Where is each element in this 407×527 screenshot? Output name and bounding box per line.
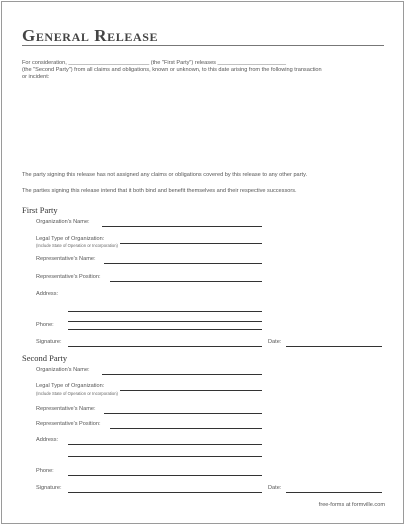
first-party-rep-title-field[interactable] — [110, 281, 262, 282]
second-party-rep-title-label: Representative's Position: — [36, 421, 101, 427]
second-party-address-line-1[interactable] — [68, 444, 262, 445]
footer-credit: free-forms at formville.com — [318, 502, 385, 508]
paragraph-no-assignment: The party signing this release has not assigned any claims or obligations covered by this release to any other party. — [22, 172, 308, 178]
first-party-signature-field[interactable] — [68, 346, 262, 347]
second-party-org-name-field[interactable] — [102, 374, 262, 375]
second-party-heading: Second Party — [22, 353, 68, 363]
second-party-rep-title-field[interactable] — [110, 428, 262, 429]
first-party-date-field[interactable] — [286, 346, 382, 347]
intro-line-2: (the "Second Party") from all claims and obligations, known or unknown, to this date arising from the following transaction — [22, 67, 322, 73]
first-party-legal-type-field[interactable] — [120, 243, 262, 244]
first-party-phone-field[interactable] — [68, 329, 262, 330]
second-party-rep-name-field[interactable] — [104, 413, 262, 414]
first-party-address-line-1[interactable] — [68, 311, 262, 312]
second-party-rep-name-label: Representative's Name: — [36, 406, 96, 412]
second-party-legal-type-field[interactable] — [120, 390, 262, 391]
second-party-legal-type-note: (Include State of Operation or Incorporation) — [36, 391, 118, 396]
document-title: General Release — [22, 26, 159, 45]
intro-line-3: or incident: — [22, 74, 50, 80]
first-party-date-label: Date: — [268, 339, 282, 345]
second-party-address-line-2[interactable] — [68, 456, 262, 457]
second-party-legal-type-label: Legal Type of Organization: — [36, 383, 105, 389]
paragraph-successors: The parties signing this release intend that it both bind and benefit themselves and their respective successors. — [22, 188, 297, 194]
first-party-org-name-label: Organization's Name: — [36, 219, 90, 225]
first-party-org-name-field[interactable] — [102, 226, 262, 227]
first-party-heading: First Party — [22, 205, 58, 215]
second-party-date-field[interactable] — [286, 492, 382, 493]
first-party-address-line-2[interactable] — [68, 321, 262, 322]
title-underline — [22, 45, 384, 46]
second-party-date-label: Date: — [268, 485, 282, 491]
second-party-phone-field[interactable] — [68, 475, 262, 476]
first-party-rep-name-label: Representative's Name: — [36, 256, 96, 262]
second-party-address-label: Address: — [36, 437, 59, 443]
second-party-signature-field[interactable] — [68, 492, 262, 493]
intro-line-1: For consideration, __________________________ (the "First Party") releases ______________________ — [22, 60, 286, 66]
first-party-legal-type-label: Legal Type of Organization: — [36, 236, 105, 242]
first-party-rep-name-field[interactable] — [104, 263, 262, 264]
second-party-signature-label: Signature: — [36, 485, 62, 491]
first-party-address-label: Address: — [36, 291, 59, 297]
first-party-rep-title-label: Representative's Position: — [36, 274, 101, 280]
second-party-org-name-label: Organization's Name: — [36, 367, 90, 373]
first-party-signature-label: Signature: — [36, 339, 62, 345]
first-party-legal-type-note: (Include State of Operation or Incorporation) — [36, 243, 118, 248]
second-party-phone-label: Phone: — [36, 468, 54, 474]
first-party-phone-label: Phone: — [36, 322, 54, 328]
